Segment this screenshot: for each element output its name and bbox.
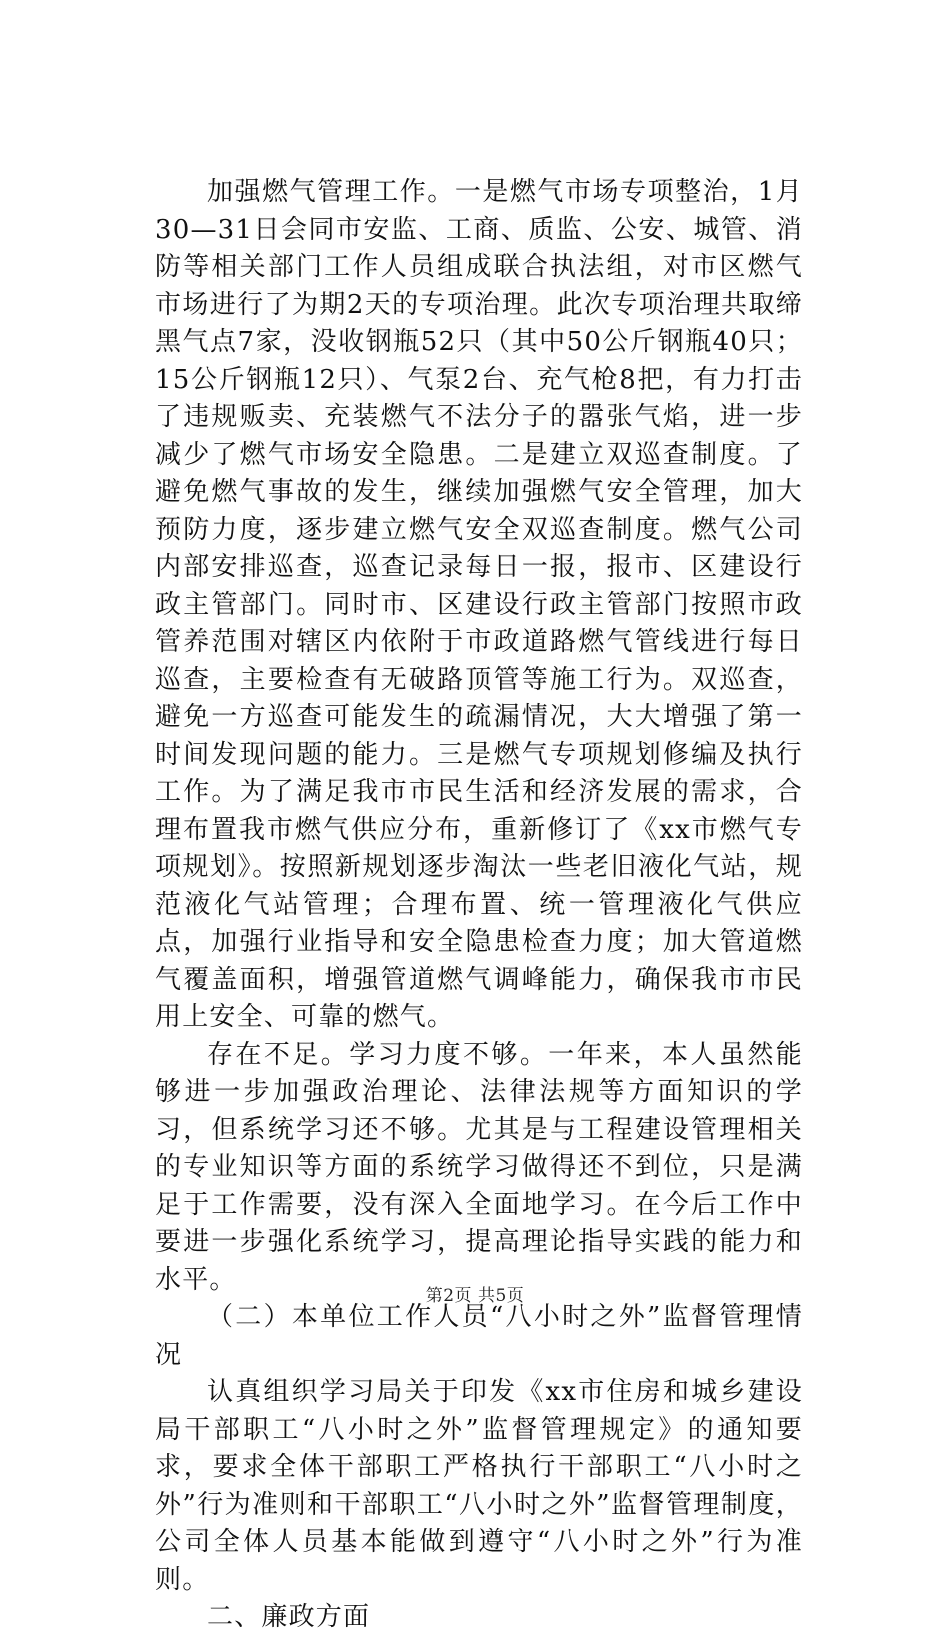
- paragraph-supervision: 认真组织学习局关于印发《xx市住房和城乡建设局干部职工“八小时之外”监督管理规定》的通知要求，要求全体干部职工严格执行干部职工“八小时之外”行为准则和干部职工“八小时之外”监督管理制度，公司全体人员基本能做到遵守“八小时之外”行为准则。: [155, 1377, 803, 1595]
- page-number-footer: 第2页 共5页: [425, 1286, 525, 1306]
- section-heading-integrity: 二、廉政方面: [207, 1602, 371, 1632]
- paragraph-gas-management: 加强燃气管理工作。一是燃气市场专项整治，1月30—31日会同市安监、工商、质监、公安、城管、消防等相关部门工作人员组成联合执法组，对市区燃气市场进行了为期2天的专项治理。此次专项治理共取缔黑气点7家，没收钢瓶52只（其中50公斤钢瓶40只；15公斤钢瓶12只）、气泵2台、充气枪8把，有力打击了违规贩卖、充装燃气不法分子的嚣张气焰，进一步减少了燃气市场安全隐患。二是建立双巡查制度。了避免燃气事故的发生，继续加强燃气安全管理，加大预防力度，逐步建立燃气安全双巡查制度。燃气公司内部安排巡查，巡查记录每日一报，报市、区建设行政主管部门。同时市、区建设行政主管部门按照市政管养范围对辖区内依附于市政道路燃气管线进行每日巡查，主要检查有无破路顶管等施工行为。双巡查，避免一方巡查可能发生的疏漏情况，大大增强了第一时间发现问题的能力。三是燃气专项规划修编及执行工作。为了满足我市市民生活和经济发展的需求，合理布置我市燃气供应分布，重新修订了《xx市燃气专项规划》。按照新规划逐步淘汰一些老旧液化气站，规范液化气站管理；合理布置、统一管理液化气供应点，加强行业指导和安全隐患检查力度；加大管道燃气覆盖面积，增强管道燃气调峰能力，确保我市市民用上安全、可靠的燃气。: [155, 177, 803, 1032]
- document-body: [155, 174, 803, 1637]
- paragraph-shortcomings: 存在不足。学习力度不够。一年来，本人虽然能够进一步加强政治理论、法律法规等方面知识的学习，但系统学习还不够。尤其是与工程建设管理相关的专业知识等方面的系统学习做得还不到位，只是满足于工作需要，没有深入全面地学习。在今后工作中要进一步强化系统学习，提高理论指导实践的能力和水平。: [155, 1039, 803, 1295]
- subheading-eight-hours: （二）本单位工作人员“八小时之外”监督管理情况: [155, 1302, 803, 1370]
